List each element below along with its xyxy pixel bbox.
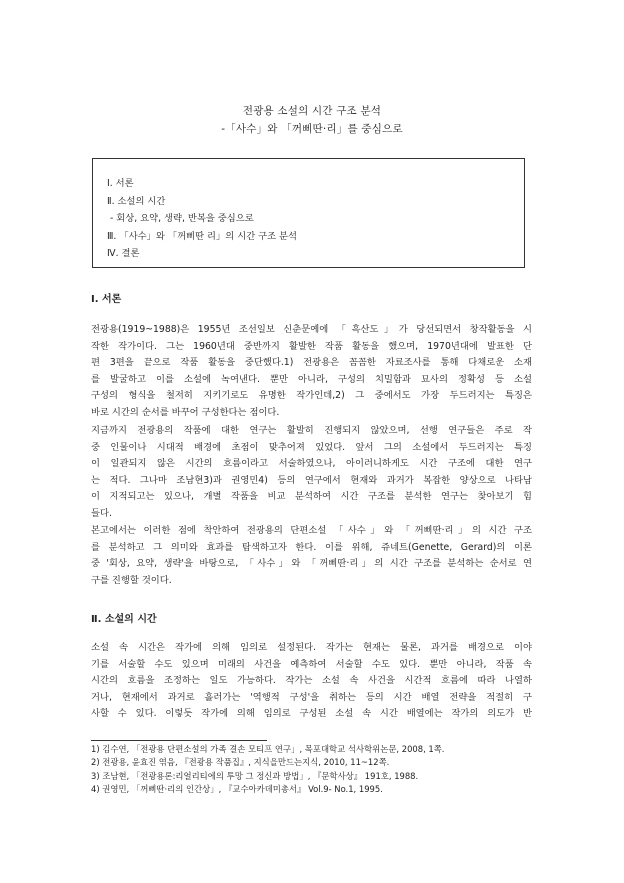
paragraph — [91, 640, 532, 723]
text-line: 소설 속 시간은 작가에 의해 임의로 설정된다. 작가는 현재는 물론, 과거를 배경으로 이야 — [91, 642, 532, 653]
paper-subtitle: -「사수」와 「꺼삐딴·리」를 중심으로 — [221, 123, 403, 135]
text-line: 를 발굴하고 이를 소설에 녹여낸다. 뿐만 아니라, 구성의 치밀함과 묘사의 정확성 등 소설 — [91, 373, 532, 385]
text-line: 편 3편을 끝으로 작품 활동을 중단했다.1) 전광용은 꼼꼼한 자료조사를 통해 다채로운 소재 — [91, 357, 532, 369]
footnote-divider — [91, 740, 267, 741]
footnote: 4) 권영민, 「꺼삐딴·리의 인간상」, 『교수아카데미총서』 Vol.9- No.1, 1995. — [91, 784, 383, 795]
text-line: 들다. — [91, 507, 112, 519]
text-line: 거나, 현재에서 과거로 흘러가는 '역행적 구성'을 취하는 등의 시간 배열 전략을 적절히 구 — [91, 691, 532, 703]
text-line: 기를 서술할 수도 있으며 미래의 사건을 예측하여 서술할 수도 있다. 뿐만 아니라, 작품 속 — [91, 658, 532, 670]
text-line: 사할 수 있다. 이렇듯 작가에 의해 임의로 구성된 소설 속 시간 배열에는 작가의 의도가 반 — [91, 708, 532, 720]
toc-item: Ⅱ. 소설의 시간 — [107, 195, 166, 207]
section-heading-introduction: Ⅰ. 서론 — [91, 294, 122, 305]
text-line: 는 적다. 그나마 조남현3)과 권영민4) 등의 연구에서 현재와 과거가 복잡한 양상으로 나타남 — [91, 474, 532, 486]
toc-item: Ⅰ. 서론 — [107, 178, 134, 189]
footnote: 2) 전광용, 윤효진 엮음, 『전광용 작품집』, 지식을만드는지식, 2010, 11~12쪽. — [91, 757, 390, 768]
toc-item: - 회상, 요약, 생략, 반복을 중심으로 — [107, 213, 254, 225]
paragraph — [91, 423, 532, 523]
text-line: 구를 진행할 것이다. — [91, 574, 172, 586]
table-of-contents — [92, 158, 525, 268]
text-line: 본고에서는 이러한 점에 착안하여 전광용의 단편소설 「사수」와 「꺼삐딴·리」의 시간 구조 — [91, 525, 532, 536]
paragraph — [91, 523, 532, 589]
text-line: 작한 작가이다. 그는 1960년대 중반까지 활발한 작품 활동을 했으며, 1970년대에 발표한 단 — [91, 340, 532, 352]
text-line: 이 일관되지 않은 시간의 흐름이라고 서술하였으나, 아이러니하게도 시간 구조에 대한 연구 — [91, 458, 532, 470]
text-line: 중 '회상, 요약, 생략'을 바탕으로, 「사수」와 「꺼삐딴·리」의 시간 구조를 분석하는 순서로 연 — [91, 558, 532, 570]
text-line: 를 분석하고 그 의미와 효과를 탐색하고자 한다. 이를 위해, 쥬네트(Genette, Gerard)의 이론 — [91, 541, 532, 553]
text-line: 지금까지 전광용의 작품에 대한 연구는 활발히 진행되지 않았으며, 선행 연구들은 주로 작 — [91, 425, 532, 436]
footnote: 1) 김수연, 「전광용 단편소설의 가족 결손 모티프 연구」, 목포대학교 석사학위논문, 2008, 1쪽. — [91, 744, 445, 754]
toc-item: Ⅲ. 「사수」와 「꺼삐딴 리」의 시간 구조 분석 — [107, 230, 298, 242]
footnote: 3) 조남현, 「전광용론:리얼리티에의 투망 그 정신과 방법」, 『문학사상』 191호, 1988. — [91, 770, 419, 781]
section-heading-novel-time: Ⅱ. 소설의 시간 — [91, 614, 157, 625]
toc-item: Ⅳ. 결론 — [107, 248, 140, 260]
paragraph — [91, 322, 532, 422]
footnotes — [91, 743, 444, 797]
text-line: 바로 시간의 순서를 바꾸어 구성한다는 점이다. — [91, 406, 280, 418]
text-line: 전광용(1919~1988)은 1955년 조선일보 신춘문예에 「흑산도」가 당선되면서 창작활동을 시 — [91, 324, 532, 335]
paper-title: 전광용 소설의 시간 구조 분석 — [242, 105, 382, 117]
text-line: 구성의 형식을 철저히 지키기로도 유명한 작가인데,2) 그 중에서도 가장 두드러지는 특징은 — [91, 390, 532, 402]
text-line: 중 인물이나 시대적 배경에 초점이 맞추어져 있었다. 앞서 그의 소설에서 두드러지는 특징 — [91, 441, 532, 453]
text-line: 시간의 흐름을 조정하는 일도 가능하다. 작가는 소설 속 사건을 시간적 흐름에 따라 나열하 — [91, 675, 532, 687]
text-line: 이 지적되고는 있으나, 개별 작품을 비교 분석하여 시간 구조를 분석한 연구는 찾아보기 힘 — [91, 491, 532, 503]
